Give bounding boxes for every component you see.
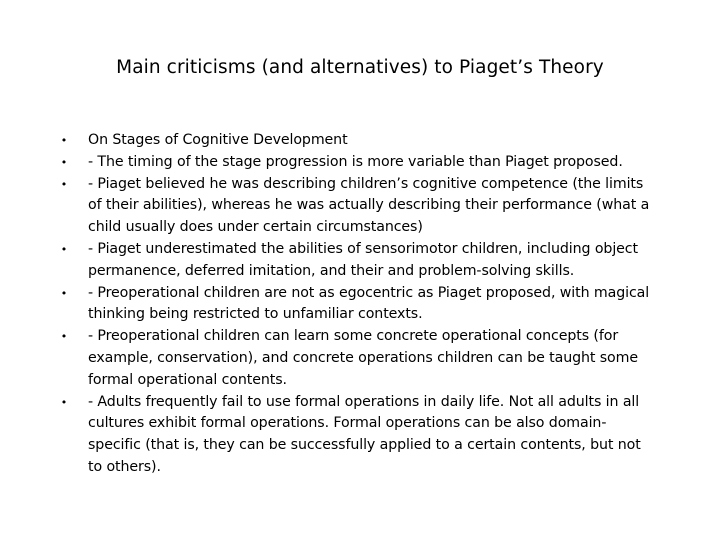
bullet-icon: • <box>60 395 68 409</box>
bullet-item-sensorimotor <box>58 239 658 283</box>
slide-title: Main criticisms (and alternatives) to Piaget’s Theory <box>116 57 604 78</box>
bullet-icon: • <box>60 242 68 256</box>
bullet-item-heading <box>58 130 658 152</box>
bullet-item-timing <box>58 152 658 174</box>
bullet-icon: • <box>60 155 68 169</box>
bullet-text: - Piaget underestimated the abilities of sensorimotor children, including object permanence, deferred imitation, and their and problem-solving skills. <box>88 240 638 279</box>
bullet-list <box>58 130 658 479</box>
bullet-icon: • <box>60 177 68 191</box>
bullet-item-formal-operations <box>58 392 658 479</box>
bullet-item-concrete-operations <box>58 326 658 391</box>
bullet-item-egocentric <box>58 283 658 327</box>
bullet-item-competence <box>58 174 658 239</box>
bullet-icon: • <box>60 134 68 147</box>
bullet-icon: • <box>60 286 68 300</box>
bullet-text: - Preoperational children are not as egocentric as Piaget proposed, with magical thinking being restricted to unfamiliar contexts. <box>88 284 650 323</box>
bullet-text: - Piaget believed he was describing children’s cognitive competence (the limits of their abilities), whereas he was actually describing their performance (what a child usually does under certain circumstances) <box>88 175 650 236</box>
bullet-text: - The timing of the stage progression is more variable than Piaget proposed. <box>88 153 623 170</box>
bullet-text: - Adults frequently fail to use formal operations in daily life. Not all adults in all cultures exhibit formal operations. Formal operations can be also domain-specific (that is, they can be successfully applied to a certain contents, but not to others). <box>88 393 641 475</box>
bullet-text: On Stages of Cognitive Development <box>88 132 348 148</box>
bullet-icon: • <box>60 330 68 344</box>
bullet-text: - Preoperational children can learn some concrete operational concepts (for example, conservation), and concrete operations children can be taught some formal operational contents. <box>88 328 638 388</box>
